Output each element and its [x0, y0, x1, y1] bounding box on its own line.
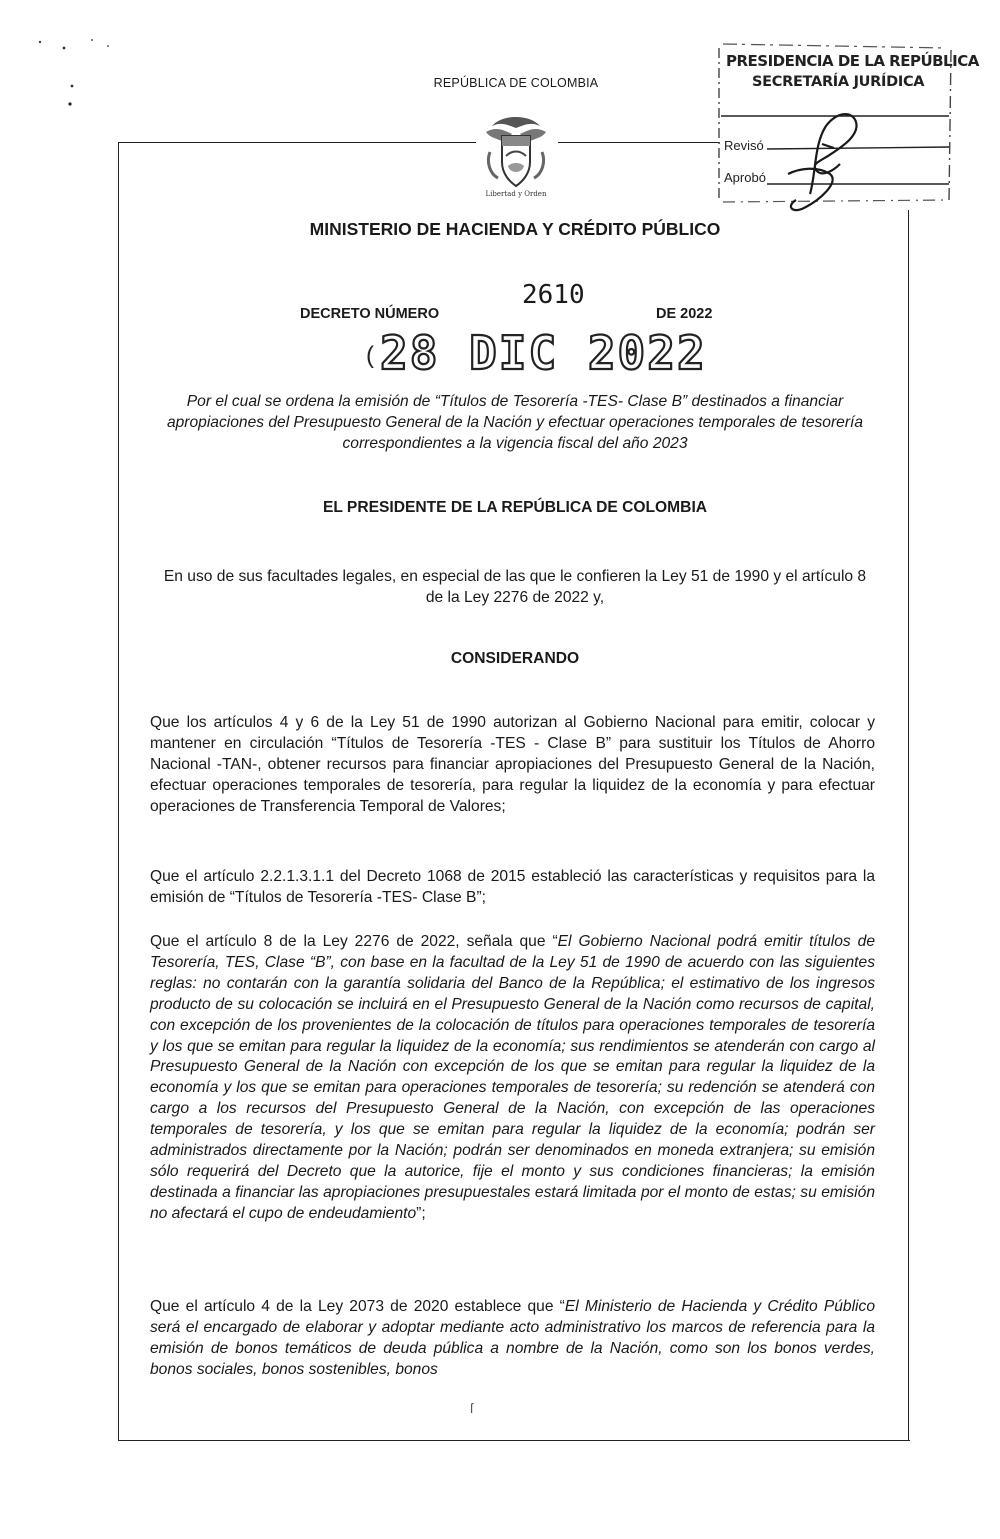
- paragraph-1: Que los artículos 4 y 6 de la Ley 51 de 1990 autorizan al Gobierno Nacional para emitir, colocar y mantener en circulación “Títulos de Tesorería -TES - Clase B” para sustituir los Títulos de Ahorro Nacional -TAN-, obtener recursos para financiar apropiaciones del Presupuesto General de la Nación, efectuar operaciones temporales de tesorería, para regular la liquidez de la economía y para efectuar operaciones de Transferencia Temporal de Valores;: [150, 714, 875, 815]
- paragraph-3-intro: Que el artículo 8 de la Ley 2276 de 2022, señala que “: [150, 933, 558, 950]
- frame-top-left-line: [118, 142, 476, 143]
- stamp-title: PRESIDENCIA DE LA REPÚBLICA: [726, 52, 979, 70]
- stamp-reviso-label: Revisó: [724, 138, 764, 153]
- paragraph-4: [150, 1297, 875, 1381]
- frame-left-line: [118, 142, 119, 1441]
- facultades-paragraph: En uso de sus facultades legales, en especial de las que le confieren la Ley 51 de 1990 y el artículo 8 de la Ley 2276 de 2022 y,: [163, 568, 867, 606]
- scan-specks: [30, 30, 120, 120]
- considerando-heading: CONSIDERANDO: [450, 650, 580, 667]
- stamp-subtitle: SECRETARÍA JURÍDICA: [752, 74, 925, 90]
- coat-of-arms-icon: [482, 112, 550, 192]
- signature-icon: [770, 104, 880, 224]
- stamp-aprobo-label: Aprobó: [724, 170, 766, 185]
- presidente-heading: EL PRESIDENTE DE LA REPÚBLICA DE COLOMBIA: [322, 499, 708, 516]
- decree-subject: Por el cual se ordena la emisión de “Títulos de Tesorería -TES- Clase B” destinados a financiar apropiaciones del Presupuesto General de la Nación y efectuar operaciones temporales de tesorería correspondientes a la vigencia fiscal del año 2023: [166, 393, 864, 452]
- frame-top-right-line: [558, 142, 720, 143]
- decreto-year-label: DE 2022: [656, 306, 713, 322]
- date-stamp-paren: (: [366, 342, 374, 369]
- paragraph-2: Que el artículo 2.2.1.3.1.1 del Decreto 1068 de 2015 estableció las características y requisitos para la emisión de “Títulos de Tesorería -TES- Clase B”;: [150, 868, 875, 906]
- page-mark: ſ: [470, 1400, 474, 1416]
- paragraph-3: [150, 932, 875, 1225]
- paragraph-3-quote: El Gobierno Nacional podrá emitir títulos de Tesorería, TES, Clase “B”, con base en la facultad de la Ley 51 de 1990 de acuerdo con las siguientes reglas: no contarán con la garantía solidaria del Banco de la República; el estimativo de los ingresos producto de su colocación se incluirá en el Presupuesto General de la Nación como recursos de capital, con excepción de los provenientes de la colocación de títulos para operaciones temporales de tesorería y los que se emitan para regular la liquidez de la economía; sus rendimientos se atenderán con cargo al Presupuesto General de la Nación con excepción de los que se emitan para regular la liquidez de la economía y los que se emitan para operaciones temporales de tesorería; su redención se atenderá con cargo a los recursos del Presupuesto General de la Nación, con excepción de las operaciones temporales de tesorería, y los que se emitan para regular la liquidez de la economía; podrán ser administrados directamente por la Nación; podrán ser denominados en moneda extranjera; su emisión sólo requerirá del Decreto que la autorice, fije el monto y sus condiciones financieras; la emisión destinada a financiar las apropiaciones presupuestales estará limitada por el monto de estas; su emisión no afectará el cupo de endeudamiento: [150, 933, 875, 1222]
- decreto-number: 2610: [522, 280, 585, 310]
- paragraph-4-intro: Que el artículo 4 de la Ley 2073 de 2020 establece que “: [150, 1298, 565, 1315]
- ministerio-heading: MINISTERIO DE HACIENDA Y CRÉDITO PÚBLICO: [309, 219, 721, 239]
- paragraph-4-quote: El Ministerio de Hacienda y Crédito Público será el encargado de elaborar y adoptar mediante acto administrativo los marcos de referencia para la emisión de bonos temáticos de deuda pública a nombre de la Nación, como son los bonos verdes, bonos sociales, bonos sostenibles, bonos: [150, 1298, 875, 1378]
- paragraph-3-end: ”;: [416, 1204, 426, 1222]
- date-stamp: 28 DIC 2022: [380, 326, 707, 380]
- frame-bottom-line: [118, 1440, 910, 1441]
- frame-right-line: [908, 210, 909, 1441]
- decreto-numero-label: DECRETO NÚMERO: [300, 306, 440, 322]
- republica-heading: REPÚBLICA DE COLOMBIA: [433, 76, 599, 90]
- coat-of-arms-motto: Libertad y Orden: [485, 190, 547, 198]
